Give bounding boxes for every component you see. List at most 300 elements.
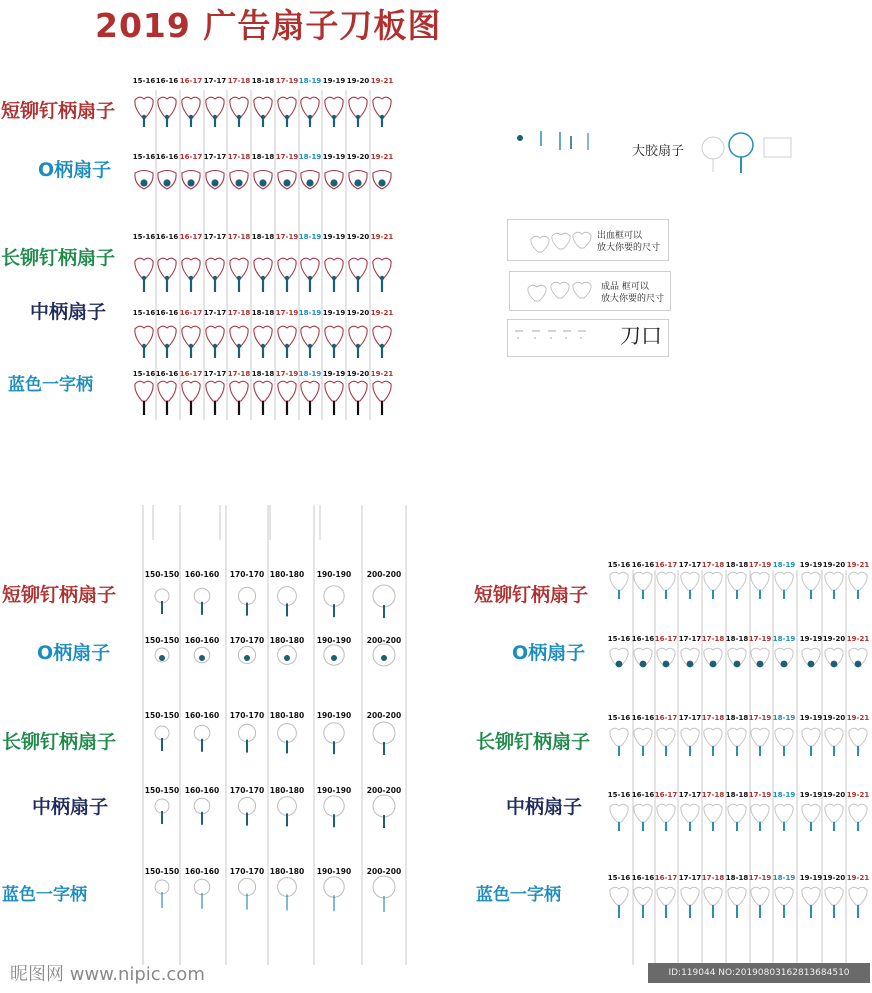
fan-outline (301, 97, 319, 117)
fan-outline (206, 97, 224, 117)
size-label: 16-17 (654, 561, 678, 569)
size-label: 19-19 (799, 561, 823, 569)
fan-outline (135, 381, 153, 401)
o-handle-icon (331, 655, 337, 661)
fan-outline (775, 728, 793, 746)
round-fan-outline (155, 589, 169, 603)
size-label: 18-19 (772, 635, 796, 643)
fan-outline (704, 804, 722, 822)
size-label: 19-19 (799, 714, 823, 722)
size-label: 16-16 (631, 874, 655, 882)
fan-outline (825, 887, 843, 905)
bottom-row-label-1: O柄扇子 (37, 642, 111, 664)
size-label: 16-17 (654, 874, 678, 882)
fan-outline (775, 804, 793, 822)
size-label: 18-18 (725, 714, 749, 722)
o-handle-icon (781, 661, 788, 668)
o-handle-icon (381, 655, 387, 661)
size-label: 170-170 (229, 867, 265, 876)
o-handle-icon (616, 661, 623, 668)
rivet-icon (356, 115, 360, 119)
rivet-icon (213, 276, 217, 280)
size-label: 18-19 (298, 370, 322, 378)
fan-outline (373, 326, 391, 346)
o-handle-icon (354, 179, 361, 186)
rivet-icon (285, 344, 289, 348)
fan-outline (135, 258, 153, 278)
round-fan-outline (238, 587, 255, 604)
rivet-icon (237, 344, 241, 348)
fan-outline (728, 887, 746, 905)
row-label-4: 蓝色一字柄 (8, 375, 93, 395)
size-label: 17-19 (748, 874, 772, 882)
fan-outline (158, 97, 176, 117)
size-label: 15-16 (607, 561, 631, 569)
o-handle-icon (808, 661, 815, 668)
size-label: 19-19 (322, 309, 346, 317)
fan-outline (278, 326, 296, 346)
rivet-icon (213, 115, 217, 119)
fan-outline (634, 887, 652, 905)
fan-outline (751, 572, 769, 590)
size-label: 19-20 (822, 561, 846, 569)
fan-outline (158, 258, 176, 278)
small-o-handle-icon (517, 135, 523, 141)
size-label: 17-17 (678, 791, 702, 799)
size-label: 18-19 (298, 309, 322, 317)
rivet-icon (380, 344, 384, 348)
round-fan-outline (155, 726, 169, 740)
size-label: 16-16 (631, 791, 655, 799)
fan-outline (325, 258, 343, 278)
bottom-row-label-4: 蓝色一字柄 (2, 885, 87, 905)
o-handle-icon (330, 179, 337, 186)
fan-outline (373, 381, 391, 401)
round-fan-outline (324, 723, 344, 743)
size-label: 16-17 (179, 153, 203, 161)
size-label: 19-21 (370, 309, 394, 317)
fan-outline (254, 381, 272, 401)
size-label: 19-21 (370, 370, 394, 378)
size-label: 150-150 (144, 867, 180, 876)
fan-outline (230, 258, 248, 278)
rivet-icon (189, 115, 193, 119)
size-label: 18-19 (772, 874, 796, 882)
fan-outline (206, 326, 224, 346)
o-handle-icon (283, 179, 290, 186)
fan-outline (373, 97, 391, 117)
round-fan-outline (155, 799, 169, 813)
size-label: 17-18 (701, 874, 725, 882)
fan-outline (349, 381, 367, 401)
size-label: 17-18 (227, 233, 251, 241)
round-fan-outline (194, 879, 210, 895)
fan-outline (657, 887, 675, 905)
fan-outline (751, 804, 769, 822)
rivet-icon (356, 344, 360, 348)
rivet-icon (165, 276, 169, 280)
size-label: 200-200 (366, 570, 402, 579)
size-label: 17-17 (678, 635, 702, 643)
id-bar: ID:119044 NO:20190803162813684510 (648, 963, 870, 983)
rivet-icon (285, 276, 289, 280)
size-label: 160-160 (184, 570, 220, 579)
size-label: 17-19 (275, 309, 299, 317)
size-label: 19-19 (799, 874, 823, 882)
size-label: 18-18 (725, 874, 749, 882)
fan-outline (751, 728, 769, 746)
size-label: 170-170 (229, 786, 265, 795)
round-fan-outline (194, 725, 210, 741)
size-label: 18-19 (772, 561, 796, 569)
size-label: 19-19 (799, 635, 823, 643)
size-label: 16-17 (654, 791, 678, 799)
size-label: 19-20 (346, 153, 370, 161)
rivet-icon (308, 344, 312, 348)
size-label: 170-170 (229, 570, 265, 579)
fan-outline (775, 887, 793, 905)
size-label: 200-200 (366, 636, 402, 645)
size-label: 19-21 (846, 561, 870, 569)
size-label: 180-180 (269, 636, 305, 645)
size-label: 18-19 (298, 233, 322, 241)
rivet-icon (332, 344, 336, 348)
size-label: 190-190 (316, 867, 352, 876)
size-label: 150-150 (144, 636, 180, 645)
fan-outline (849, 887, 867, 905)
size-label: 15-16 (132, 153, 156, 161)
size-label: 160-160 (184, 786, 220, 795)
fan-outline (849, 804, 867, 822)
finished-box-text-1: 成品 框可以 (601, 282, 649, 292)
round-fan-outline (278, 797, 297, 816)
o-handle-icon (235, 179, 242, 186)
size-label: 17-18 (227, 309, 251, 317)
size-label: 19-21 (370, 233, 394, 241)
rivet-icon (142, 276, 146, 280)
size-label: 17-19 (748, 635, 772, 643)
fan-outline (751, 887, 769, 905)
right-row-label-3: 中柄扇子 (506, 796, 583, 818)
size-label: 17-17 (203, 233, 227, 241)
o-handle-icon (159, 655, 165, 661)
row-label-2: 长铆钉柄扇子 (1, 247, 116, 269)
size-label: 16-17 (654, 635, 678, 643)
size-label: 18-18 (725, 791, 749, 799)
size-label: 19-19 (322, 233, 346, 241)
fan-outline (325, 381, 343, 401)
fan-outline (206, 258, 224, 278)
size-label: 160-160 (184, 867, 220, 876)
rivet-icon (142, 344, 146, 348)
fan-outline (135, 326, 153, 346)
size-label: 17-17 (203, 370, 227, 378)
size-label: 18-19 (772, 791, 796, 799)
size-label: 19-19 (322, 77, 346, 85)
fan-outline (182, 97, 200, 117)
o-handle-icon (187, 179, 194, 186)
fan-outline (230, 97, 248, 117)
o-handle-icon (757, 661, 764, 668)
fan-outline (704, 887, 722, 905)
o-handle-icon (855, 661, 862, 668)
round-fan-outline (238, 878, 255, 895)
fan-outline (657, 804, 675, 822)
fan-outline (206, 381, 224, 401)
size-label: 19-19 (322, 370, 346, 378)
fan-outline (254, 258, 272, 278)
size-label: 16-17 (179, 233, 203, 241)
size-label: 17-19 (275, 153, 299, 161)
fan-outline (349, 258, 367, 278)
fan-outline (681, 572, 699, 590)
size-label: 18-18 (725, 561, 749, 569)
fan-outline (634, 804, 652, 822)
size-label: 19-21 (846, 635, 870, 643)
size-label: 17-18 (227, 153, 251, 161)
rivet-icon (356, 276, 360, 280)
round-fan-outline (324, 877, 344, 897)
size-label: 17-18 (701, 791, 725, 799)
rivet-icon (189, 276, 193, 280)
size-label: 19-20 (822, 714, 846, 722)
fan-outline (182, 381, 200, 401)
size-label: 180-180 (269, 711, 305, 720)
size-label: 18-19 (298, 77, 322, 85)
size-label: 17-19 (748, 561, 772, 569)
size-label: 17-17 (678, 714, 702, 722)
fan-outline (681, 804, 699, 822)
size-label: 19-21 (846, 874, 870, 882)
big-fan-label: 大胶扇子 (632, 144, 685, 159)
fan-outline (325, 326, 343, 346)
size-label: 19-20 (346, 233, 370, 241)
bottom-row-label-2: 长铆钉柄扇子 (2, 731, 117, 753)
right-row-label-2: 长铆钉柄扇子 (476, 731, 591, 753)
fan-outline (182, 258, 200, 278)
o-handle-icon (663, 661, 670, 668)
size-label: 17-19 (748, 714, 772, 722)
size-label: 16-16 (155, 309, 179, 317)
size-label: 19-19 (799, 791, 823, 799)
fan-outline (849, 572, 867, 590)
size-label: 15-16 (132, 370, 156, 378)
fan-outline (704, 572, 722, 590)
size-label: 18-18 (251, 370, 275, 378)
right-row-label-0: 短铆钉柄扇子 (474, 584, 589, 606)
bottom-row-label-3: 中柄扇子 (32, 796, 109, 818)
fan-outline (825, 804, 843, 822)
fan-outline (802, 728, 820, 746)
fan-outline (254, 326, 272, 346)
round-fan-outline (324, 796, 344, 816)
rivet-icon (380, 276, 384, 280)
size-label: 19-20 (822, 874, 846, 882)
size-label: 18-19 (772, 714, 796, 722)
rivet-icon (380, 115, 384, 119)
fan-outline (825, 728, 843, 746)
round-fan-outline (238, 724, 255, 741)
o-handle-icon (140, 179, 147, 186)
size-label: 18-19 (298, 153, 322, 161)
size-label: 17-18 (701, 561, 725, 569)
right-row-label-1: O柄扇子 (512, 642, 586, 664)
fan-outline (325, 97, 343, 117)
rivet-icon (332, 115, 336, 119)
size-label: 190-190 (316, 636, 352, 645)
round-fan-outline (373, 585, 395, 607)
size-label: 15-16 (607, 714, 631, 722)
size-label: 15-16 (607, 791, 631, 799)
o-handle-icon (244, 655, 250, 661)
fan-outline (610, 887, 628, 905)
size-label: 16-16 (155, 153, 179, 161)
fan-outline (610, 804, 628, 822)
size-label: 16-16 (155, 77, 179, 85)
fan-outline (728, 804, 746, 822)
watermark: 昵图网 www.nipic.com (10, 964, 205, 985)
o-handle-icon (378, 179, 385, 186)
rivet-icon (308, 276, 312, 280)
size-label: 18-18 (251, 77, 275, 85)
fan-outline (254, 97, 272, 117)
size-label: 150-150 (144, 570, 180, 579)
round-fan-outline (238, 797, 255, 814)
round-fan-outline (278, 878, 297, 897)
size-label: 16-17 (179, 77, 203, 85)
size-label: 19-20 (346, 370, 370, 378)
size-label: 180-180 (269, 786, 305, 795)
fan-outline (634, 728, 652, 746)
size-label: 19-20 (822, 791, 846, 799)
fan-outline (610, 728, 628, 746)
size-label: 19-21 (370, 153, 394, 161)
size-label: 19-21 (846, 791, 870, 799)
size-label: 16-16 (631, 714, 655, 722)
round-fan-outline (194, 588, 210, 604)
size-label: 16-17 (179, 309, 203, 317)
size-label: 180-180 (269, 570, 305, 579)
size-label: 160-160 (184, 711, 220, 720)
o-handle-icon (734, 661, 741, 668)
size-label: 16-16 (631, 561, 655, 569)
fan-outline (182, 326, 200, 346)
fan-outline (301, 326, 319, 346)
fan-outline (278, 381, 296, 401)
size-label: 17-17 (678, 561, 702, 569)
size-label: 15-16 (607, 635, 631, 643)
page-title: 2019 广告扇子刀板图 (95, 6, 442, 45)
row-label-3: 中柄扇子 (30, 301, 107, 323)
fan-outline (278, 258, 296, 278)
fan-outline (681, 728, 699, 746)
o-handle-icon (687, 661, 694, 668)
size-label: 17-17 (203, 153, 227, 161)
right-row-label-4: 蓝色一字柄 (476, 885, 561, 905)
size-label: 16-17 (654, 714, 678, 722)
round-fan-outline (278, 724, 297, 743)
size-label: 200-200 (366, 711, 402, 720)
size-label: 19-20 (346, 77, 370, 85)
fan-outline (349, 326, 367, 346)
o-handle-icon (710, 661, 717, 668)
o-handle-icon (306, 179, 313, 186)
size-label: 170-170 (229, 636, 265, 645)
fan-outline (657, 572, 675, 590)
size-label: 15-16 (132, 233, 156, 241)
fan-outline (135, 97, 153, 117)
fan-outline (230, 326, 248, 346)
rivet-icon (261, 115, 265, 119)
round-fan-outline (373, 722, 395, 744)
fan-outline (349, 97, 367, 117)
rivet-icon (261, 276, 265, 280)
round-fan-outline (194, 798, 210, 814)
o-handle-icon (640, 661, 647, 668)
size-label: 18-18 (251, 233, 275, 241)
size-label: 150-150 (144, 786, 180, 795)
o-handle-icon (211, 179, 218, 186)
bottom-row-label-0: 短铆钉柄扇子 (2, 584, 117, 606)
size-label: 17-18 (227, 77, 251, 85)
fan-outline (301, 381, 319, 401)
size-label: 200-200 (366, 867, 402, 876)
round-fan-outline (373, 876, 395, 898)
fan-outline (158, 326, 176, 346)
o-handle-icon (284, 655, 290, 661)
size-label: 150-150 (144, 711, 180, 720)
rivet-icon (285, 115, 289, 119)
size-label: 15-16 (607, 874, 631, 882)
size-label: 17-17 (203, 77, 227, 85)
size-label: 19-21 (370, 77, 394, 85)
rivet-icon (165, 115, 169, 119)
big-fan-blue-outline (729, 133, 753, 157)
round-fan-outline (373, 795, 395, 817)
size-label: 17-19 (275, 77, 299, 85)
fan-outline (802, 804, 820, 822)
rectangle-fan-outline (764, 138, 791, 157)
rivet-icon (142, 115, 146, 119)
size-label: 180-180 (269, 867, 305, 876)
rivet-icon (332, 276, 336, 280)
size-label: 170-170 (229, 711, 265, 720)
rivet-icon (165, 344, 169, 348)
size-label: 190-190 (316, 711, 352, 720)
size-label: 17-19 (275, 233, 299, 241)
size-label: 17-19 (748, 791, 772, 799)
size-label: 190-190 (316, 786, 352, 795)
size-label: 16-16 (155, 370, 179, 378)
size-label: 16-16 (155, 233, 179, 241)
rivet-icon (261, 344, 265, 348)
size-label: 19-19 (322, 153, 346, 161)
fan-outline (681, 887, 699, 905)
size-label: 17-18 (227, 370, 251, 378)
size-label: 17-18 (701, 714, 725, 722)
size-label: 19-20 (822, 635, 846, 643)
rivet-icon (237, 115, 241, 119)
round-fan-outline (324, 586, 344, 606)
size-label: 19-20 (346, 309, 370, 317)
fan-outline (158, 381, 176, 401)
big-fan-outline (702, 137, 724, 159)
size-label: 17-17 (203, 309, 227, 317)
fan-outline (373, 258, 391, 278)
o-handle-icon (259, 179, 266, 186)
size-label: 18-18 (251, 153, 275, 161)
fan-outline (728, 728, 746, 746)
